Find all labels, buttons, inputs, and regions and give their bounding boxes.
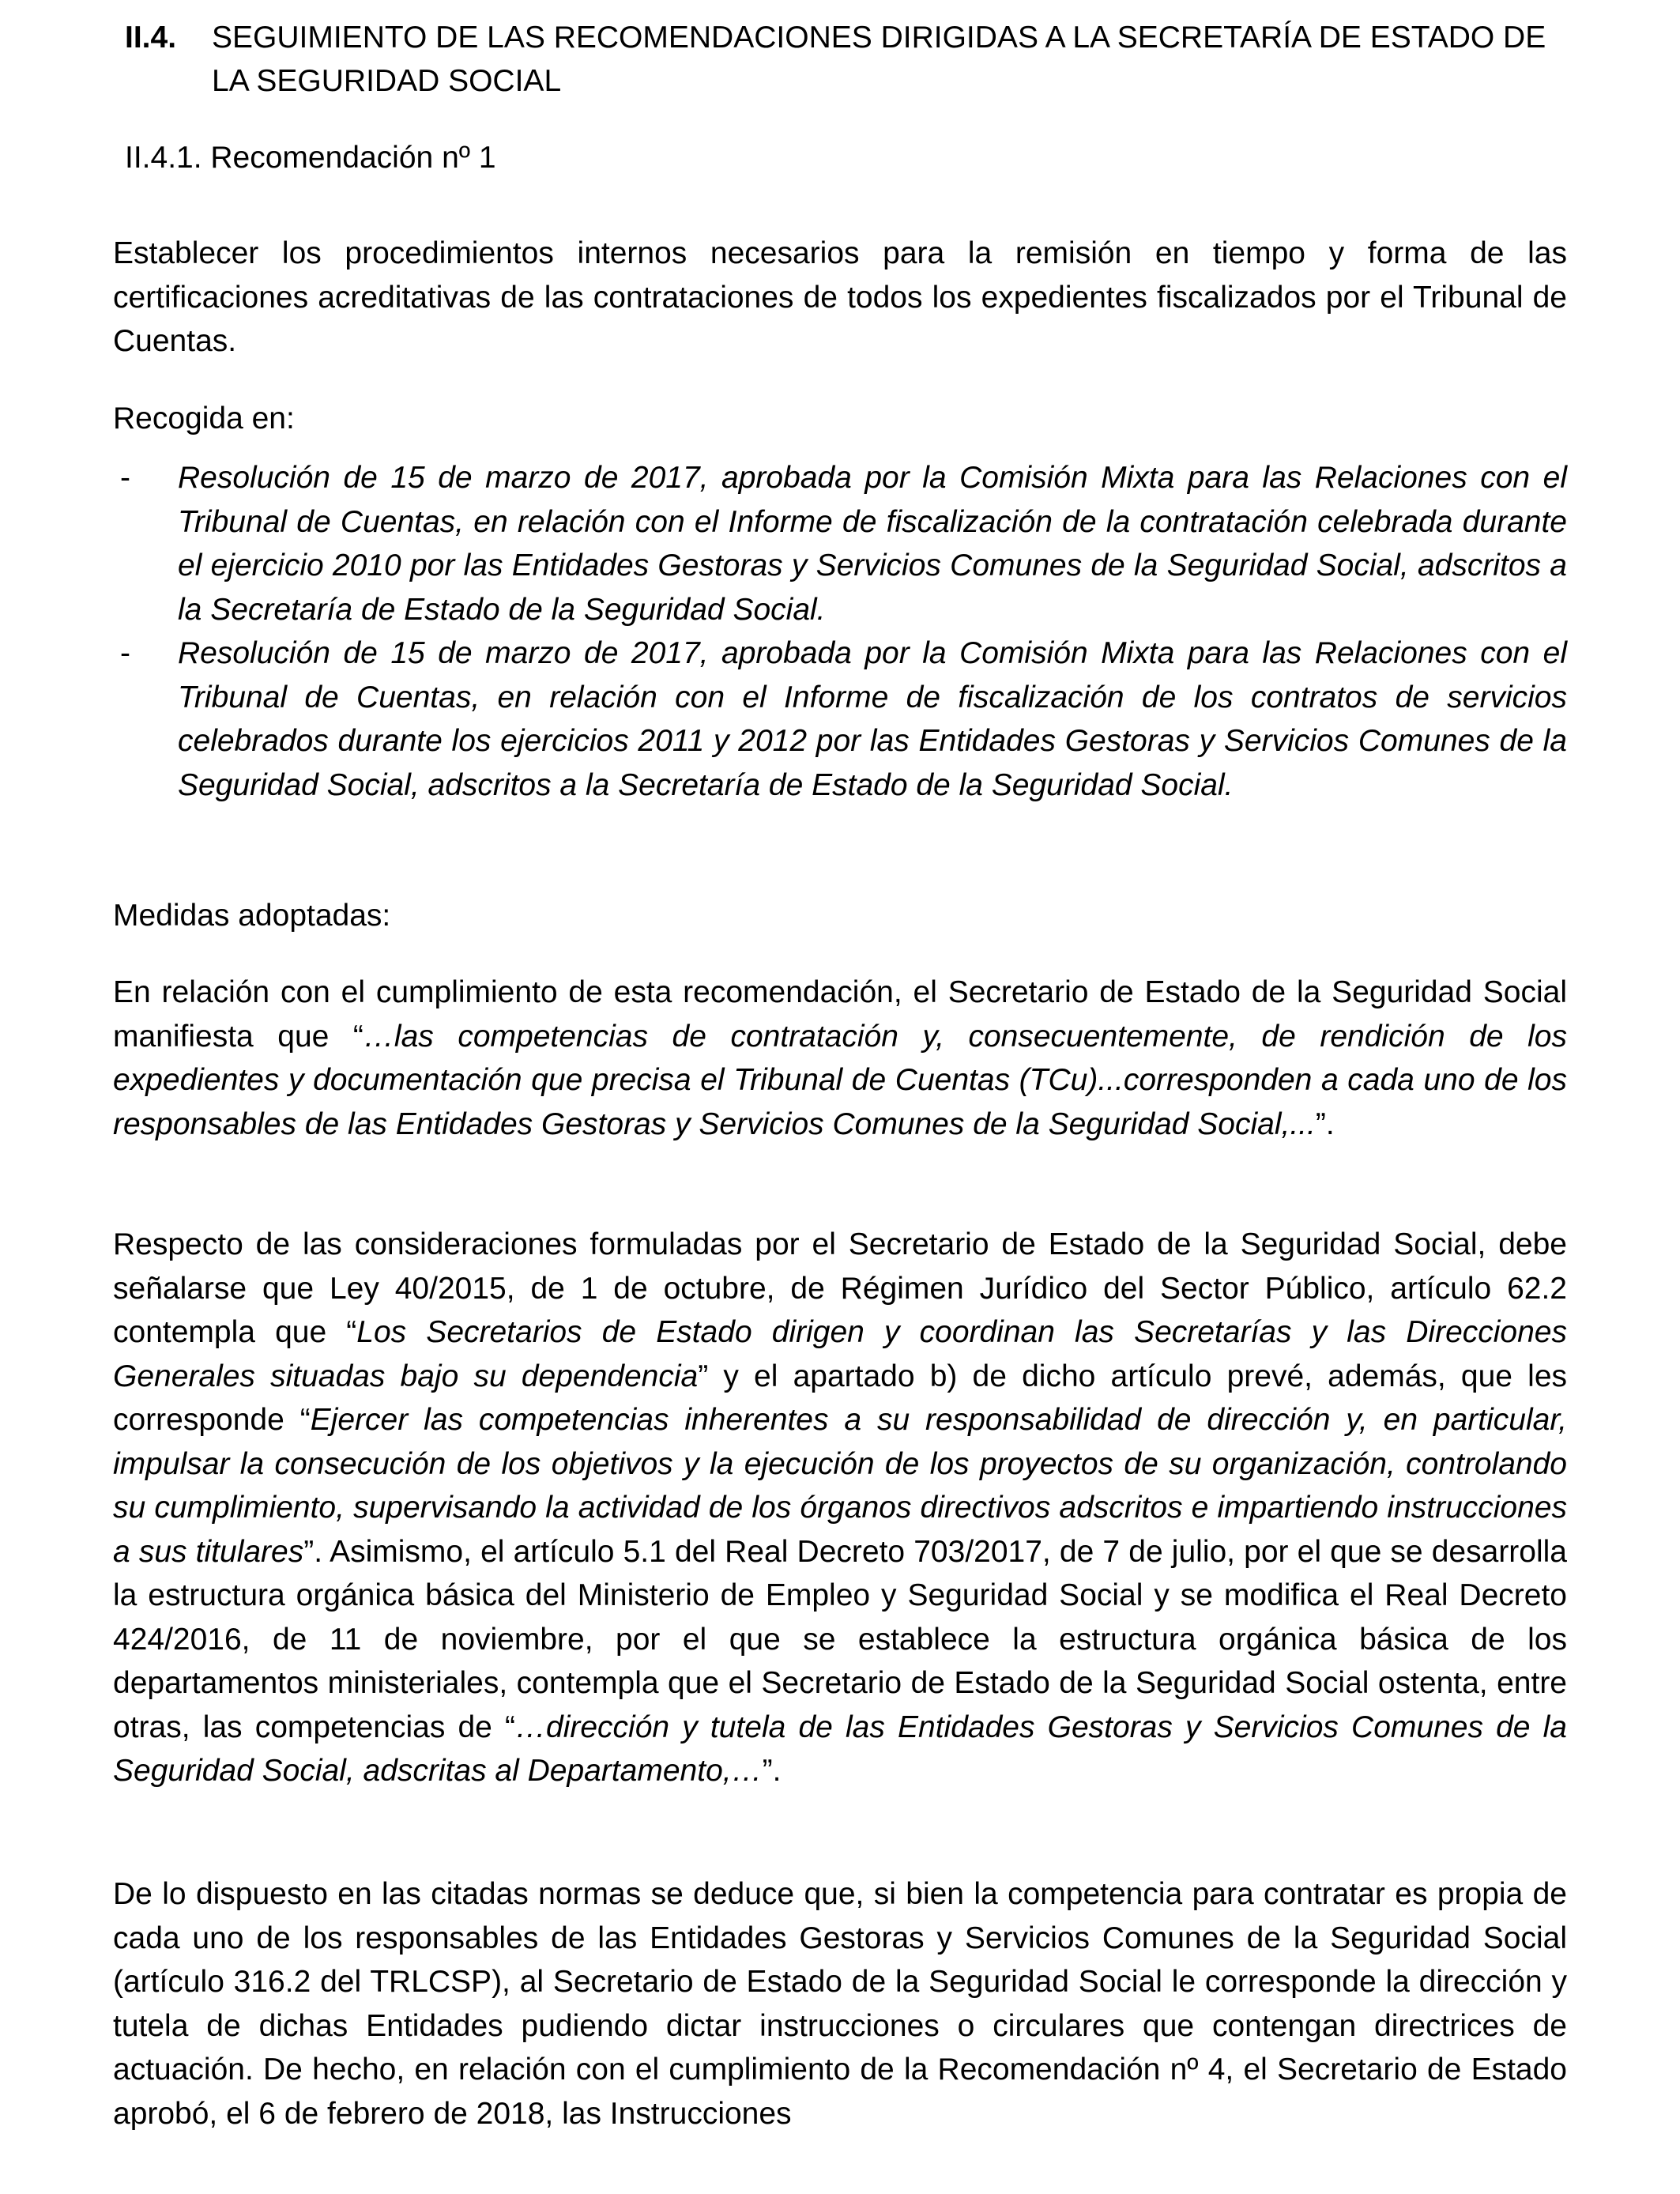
collected-label: Recogida en: bbox=[113, 401, 295, 435]
p1-text-a: En relación con el cumplimiento de esta recomendación, el Secretario de Estado de la Seguridad Social manifiesta que “ bbox=[113, 975, 1567, 1054]
measures-label-block bbox=[113, 894, 1567, 938]
p3-text: De lo dispuesto en las citadas normas se deduce que, si bien la competencia para contratar es propia de cada uno de los responsables de las Entidades Gestoras y Servicios Comunes de la Seguridad Social (artículo 316.2 del TRLCSP), al Secretario de Estado de la Seguridad Social le corresponde la dirección y tutela de dichas Entidades pudiendo dictar instrucciones o circulares que contengan directrices de actuación. De hecho, en relación con el cumplimiento de la Recomendación nº 4, el Secretario de Estado aprobó, el 6 de febrero de 2018, las Instrucciones bbox=[113, 1877, 1567, 2131]
list-item bbox=[113, 456, 1567, 631]
list-item-text: Resolución de 15 de marzo de 2017, aprobada por la Comisión Mixta para las Relaciones con el Tribunal de Cuentas, en relación con el Informe de fiscalización de los contratos de servicios celebrados durante los ejercicios 2011 y 2012 por las Entidades Gestoras y Servicios Comunes de la Seguridad Social, adscritos a la Secretaría de Estado de la Seguridad Social. bbox=[178, 636, 1567, 802]
section-number: II.4. bbox=[125, 21, 177, 55]
measures-paragraph-1 bbox=[113, 971, 1567, 1146]
measures-label: Medidas adoptadas: bbox=[113, 899, 391, 933]
subsection-heading: II.4.1. Recomendación nº 1 bbox=[125, 141, 496, 175]
p1-quote: …las competencias de contratación y, consecuentemente, de rendición de los expedientes y documentación que precisa el Tribunal de Cuentas (TCu)...corresponden a cada uno de los responsables de las Entidades Gestoras y Servicios Comunes de la Seguridad Social,... bbox=[113, 1019, 1567, 1141]
list-bullet: - bbox=[120, 461, 130, 495]
p2-text-d: ”. bbox=[762, 1754, 782, 1788]
collected-label-block bbox=[113, 397, 1567, 441]
list-bullet: - bbox=[120, 636, 130, 670]
collected-list bbox=[113, 456, 1567, 807]
p2-quote-2: Ejercer las competencias inherentes a su responsabilidad de dirección y, en particular, impulsar la consecución de los objetivos y la ejecución de los proyectos de su organización, controlando su cumplimiento, supervisando la actividad de los órganos directivos adscritos e impartiendo instrucciones a sus titulares bbox=[113, 1403, 1567, 1569]
p2-quote-3: …dirección y tutela de las Entidades Gestoras y Servicios Comunes de la Seguridad Social, adscritas al Departamento,… bbox=[113, 1710, 1567, 1788]
p1-text-b: ”. bbox=[1315, 1106, 1335, 1141]
list-item-text: Resolución de 15 de marzo de 2017, aprobada por la Comisión Mixta para las Relaciones con el Tribunal de Cuentas, en relación con el Informe de fiscalización de la contratación celebrada durante el ejercicio 2010 por las Entidades Gestoras y Servicios Comunes de la Seguridad Social, adscritos a la Secretaría de Estado de la Seguridad Social. bbox=[178, 461, 1567, 627]
p2-text-b: ” y el apartado b) de dicho artículo prevé, además, que les corresponde “ bbox=[113, 1359, 1568, 1437]
p2-text-a: Respecto de las consideraciones formuladas por el Secretario de Estado de la Seguridad Social, debe señalarse que Ley 40/2015, de 1 de octubre, de Régimen Jurídico del Sector Público, artículo 62.2 contempla que “ bbox=[113, 1227, 1567, 1349]
measures-paragraph-2 bbox=[113, 1223, 1567, 1793]
recommendation-paragraph bbox=[113, 232, 1567, 364]
section-heading bbox=[125, 16, 1587, 103]
p2-quote-1: Los Secretarios de Estado dirigen y coordinan las Secretarías y las Direcciones Generales situadas bajo su dependencia bbox=[113, 1315, 1567, 1393]
recommendation-text: Establecer los procedimientos internos necesarios para la remisión en tiempo y forma de las certificaciones acreditativas de las contrataciones de todos los expedientes fiscalizados por el Tribunal de Cuentas. bbox=[113, 236, 1567, 358]
p2-text-c: ”. Asimismo, el artículo 5.1 del Real Decreto 703/2017, de 7 de julio, por el que se desarrolla la estructura orgánica básica del Ministerio de Empleo y Seguridad Social y se modifica el Real Decreto 424/2016, de 11 de noviembre, por el que se establece la estructura orgánica básica de los departamentos ministeriales, contempla que el Secretario de Estado de la Seguridad Social ostenta, entre otras, las competencias de “ bbox=[113, 1534, 1568, 1744]
measures-paragraph-3 bbox=[113, 1872, 1567, 2136]
section-title: SEGUIMIENTO DE LAS RECOMENDACIONES DIRIGIDAS A LA SECRETARÍA DE ESTADO DE LA SEGURIDAD SOCIAL bbox=[212, 21, 1546, 98]
list-item bbox=[113, 631, 1567, 807]
